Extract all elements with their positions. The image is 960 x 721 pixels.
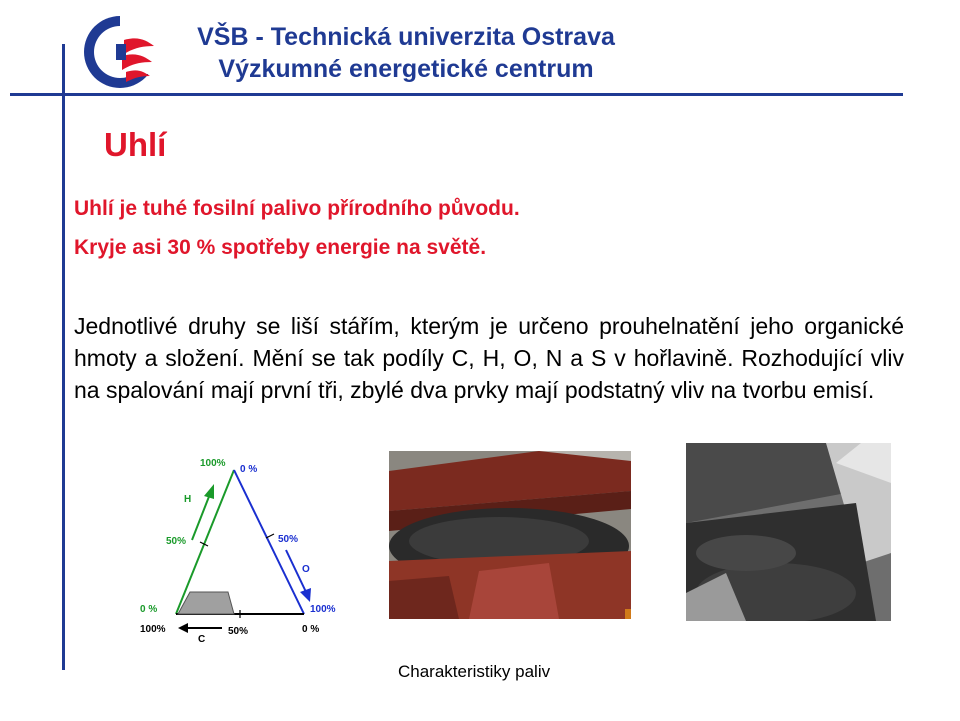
left-divider xyxy=(62,44,65,670)
o-label-mid: 50% xyxy=(278,534,299,545)
h-axis-name: H xyxy=(184,494,192,505)
c-label-left: 100% xyxy=(140,624,166,635)
lead-line-2: Kryje asi 30 % spotřeby energie na světě. xyxy=(74,236,487,259)
coal-region xyxy=(178,592,234,614)
c-axis-name: C xyxy=(198,634,206,645)
footer-text: Charakteristiky paliv xyxy=(398,662,551,681)
slide-title: Uhlí xyxy=(104,126,167,163)
arrow-c-head xyxy=(178,623,188,633)
h-label-bottom: 0 % xyxy=(140,604,158,615)
o-axis-name: O xyxy=(302,564,310,575)
coal-conveyor-photo xyxy=(686,443,891,621)
arrow-o-head xyxy=(300,588,311,602)
body-paragraph: Jednotlivé druhy se liší stářím, kterým je určeno prouhelnatění jeho organické hmoty a složení. Mění se tak podíly C, H, O, N a S v hořlavině. Rozhodující vliv na spalování mají první tři, zbylé dva prvky mají podstatný vliv na tvorbu emisí. xyxy=(74,313,904,403)
ternary-diagram xyxy=(134,452,356,648)
coal-wagons-photo xyxy=(389,451,631,619)
h-label-top: 100% xyxy=(200,458,226,469)
c-label-mid: 50% xyxy=(228,626,249,637)
header-subtitle: Výzkumné energetické centrum xyxy=(218,55,594,83)
vsb-logo-icon xyxy=(76,10,172,92)
o-label-bottom: 100% xyxy=(310,604,336,615)
tick-o-50 xyxy=(266,534,274,538)
c-label-right: 0 % xyxy=(302,624,320,635)
arrow-h xyxy=(192,494,210,540)
lead-line-1: Uhlí je tuhé fosilní palivo přírodního původu. xyxy=(74,197,520,220)
header-divider xyxy=(10,93,903,96)
h-label-mid: 50% xyxy=(166,536,187,547)
header-title: VŠB - Technická univerzita Ostrava xyxy=(197,23,615,51)
arrow-h-head xyxy=(204,484,214,499)
o-label-top: 0 % xyxy=(240,464,258,475)
